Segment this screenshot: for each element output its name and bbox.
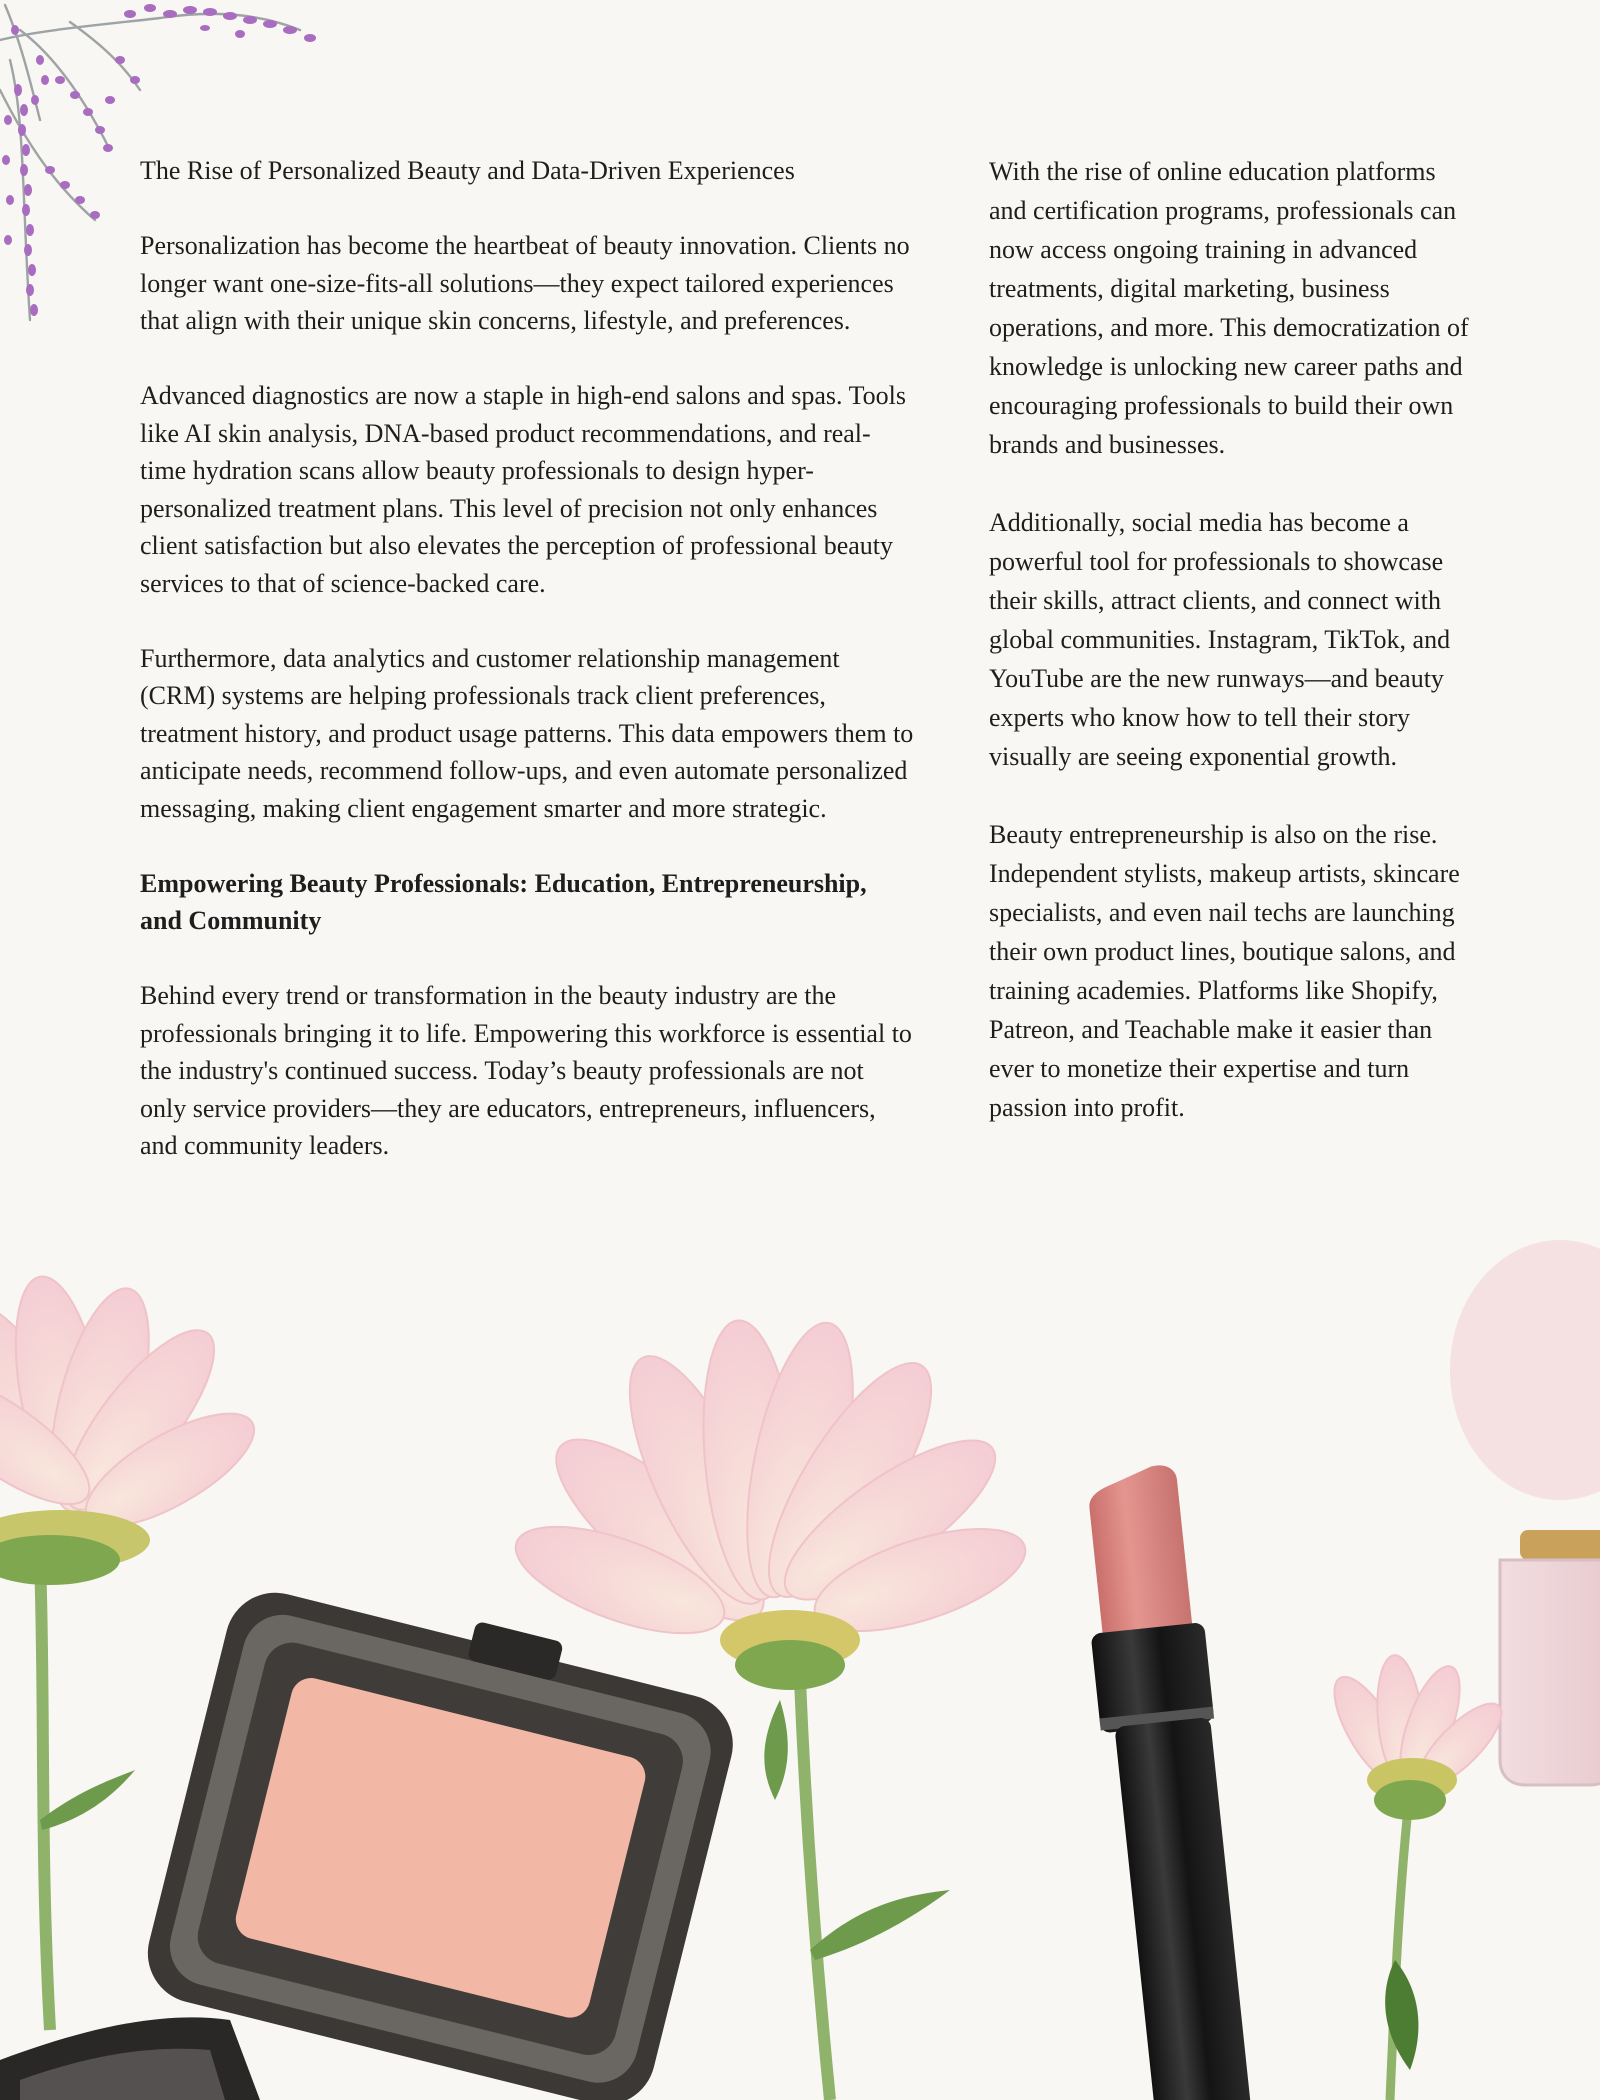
paragraph: With the rise of online education platforms and certification programs, professionals can now access ongoing training in advanced treatments, digital marketing, business operations, and more. This democratization of knowledge is unlocking new career paths and encouraging professionals to build their own brands and businesses. (989, 157, 1469, 459)
paragraph: Beauty entrepreneurship is also on the rise. Independent stylists, makeup artists, skincare specialists, and even nail techs are launching their own product lines, boutique salons, and training academies. Platforms like Shopify, Patreon, and Teachable make it easier than ever to monetize their expertise and turn passion into profit. (989, 820, 1460, 1122)
lipstick (1074, 1462, 1256, 2100)
paragraph: Additionally, social media has become a powerful tool for professionals to showcase their skills, attract clients, and connect with global communities. Instagram, TikTok, and YouTube are the new runways—and beauty experts who know how to tell their story visually are seeing exponential growth. (989, 508, 1451, 771)
blush-compact (0, 1563, 748, 2100)
paragraph: Personalization has become the heartbeat of beauty innovation. Clients no longer want one-size-fits-all solutions—they expect tailored experiences that align with their unique skin concerns, lifestyle, and preferences. (140, 231, 910, 335)
section-title: The Rise of Personalized Beauty and Data-Driven Experiences (140, 156, 795, 185)
paragraph: Advanced diagnostics are now a staple in high-end salons and spas. Tools like AI skin analysis, DNA-based product recommendations, and real-time hydration scans allow beauty professionals to design hyper-personalized treatment plans. This level of precision not only enhances client satisfaction but also elevates the perception of professional beauty services to that of science-backed care. (140, 381, 906, 598)
right-column (989, 152, 1469, 1166)
subheading: Empowering Beauty Professionals: Education, Entrepreneurship, and Community (140, 868, 867, 935)
paragraph: Furthermore, data analytics and customer relationship management (CRM) systems are helping professionals track client preferences, treatment history, and product usage patterns. This data empowers them to anticipate needs, recommend follow-ups, and even automate personalized messaging, making client engagement smarter and more strategic. (140, 643, 914, 823)
perfume-bottle (1450, 1240, 1600, 1785)
left-column (140, 152, 915, 1202)
flower-left (0, 1270, 270, 2030)
paragraph: Behind every trend or transformation in the beauty industry are the professionals bringing it to life. Empowering this workforce is essential to the industry's continued success. Today’s beauty professionals are not only service providers—they are educators, entrepreneurs, influencers, and community leaders. (140, 981, 912, 1160)
flower-right (1321, 1653, 1513, 2100)
flower-center (503, 1314, 1037, 2100)
